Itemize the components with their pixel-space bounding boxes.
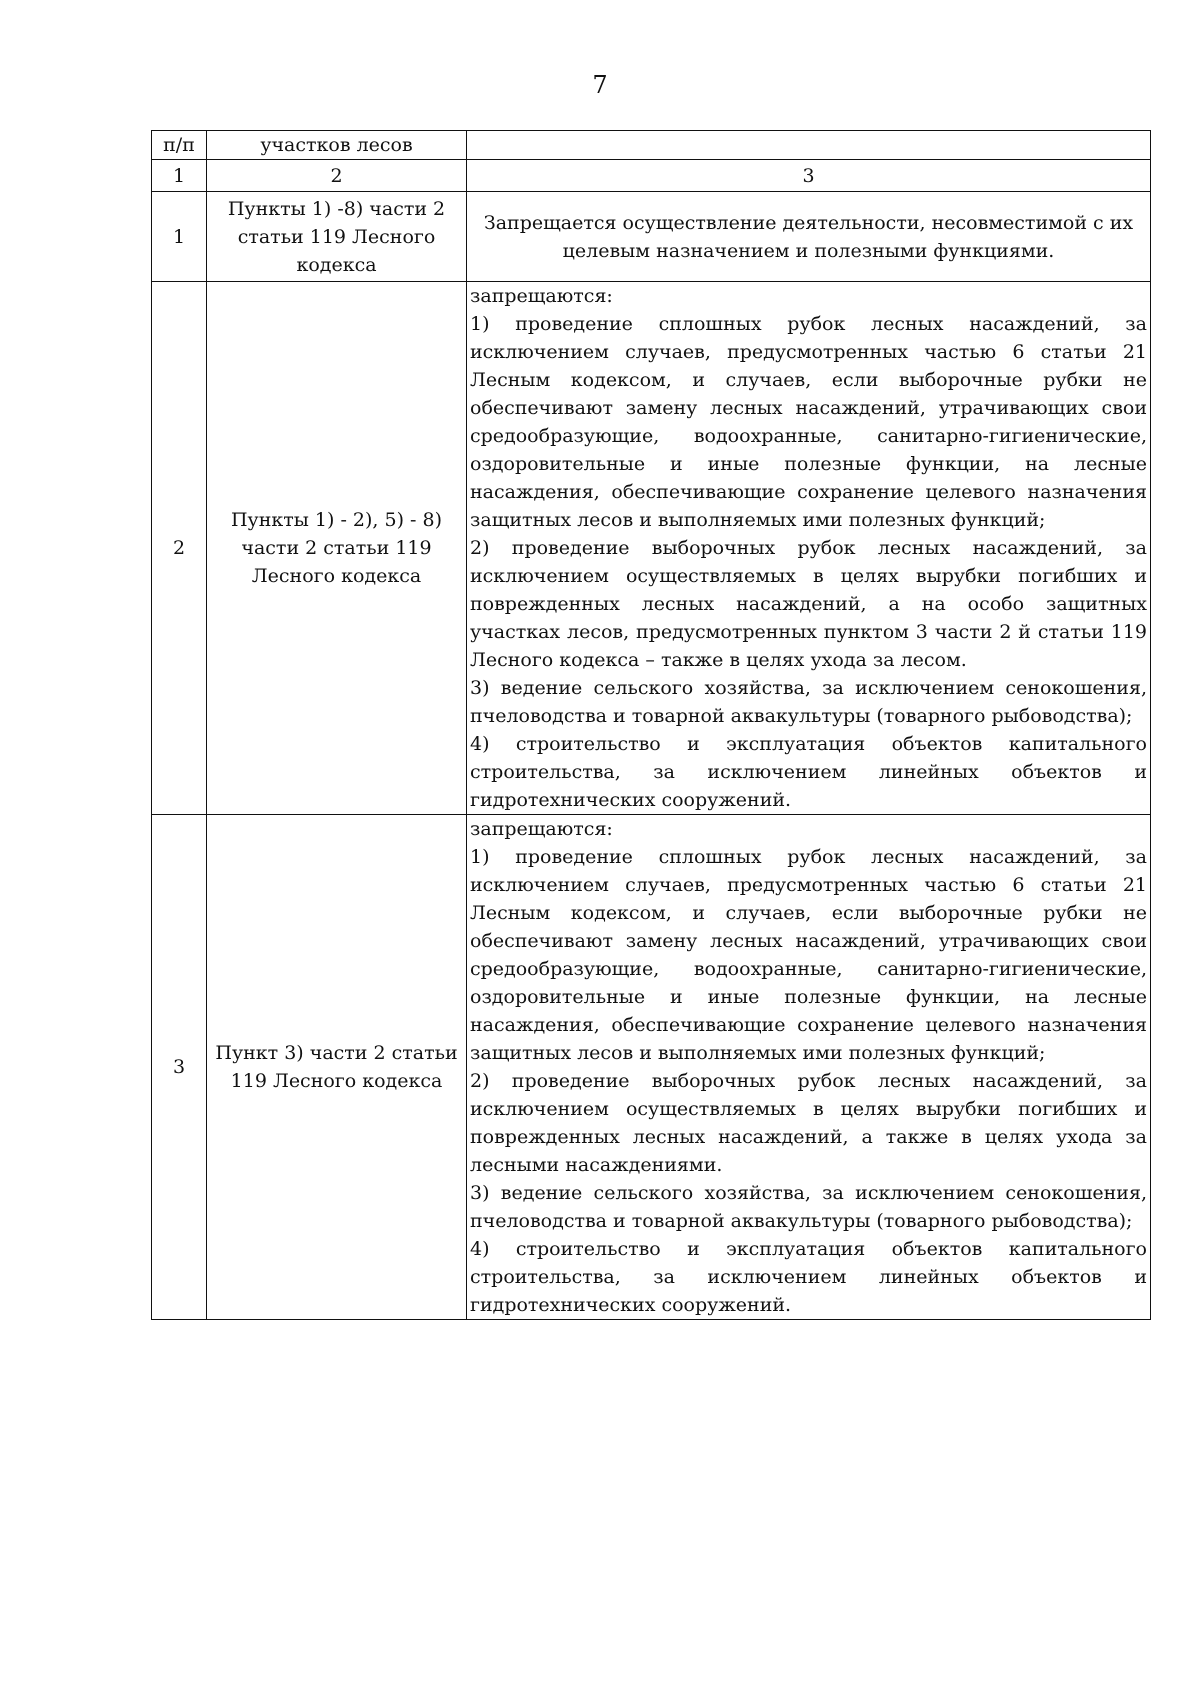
row-category: Пункты 1) -8) части 2 статьи 119 Лесного кодекса <box>207 192 467 282</box>
restriction-paragraph: 1) проведение сплошных рубок лесных насаждений, за исключением случаев, предусмотренных частью 6 статьи 21 Лесным кодексом, и случаев, если выборочные рубки не обеспечивают замену лесных насаждений, утрачивающих свои средообразующие, водоохранные, санитарно-гигиенические, оздоровительные и иные полезные функции, на лесные насаждения, обеспечивающие сохранение целевого назначения защитных лесов и выполняемых ими полезных функций; <box>470 313 1147 531</box>
header-cell-col2: участков лесов <box>207 131 467 160</box>
restrictions-table <box>151 130 1151 1320</box>
restriction-paragraph: 1) проведение сплошных рубок лесных насаждений, за исключением случаев, предусмотренных частью 6 статьи 21 Лесным кодексом, и случаев, если выборочные рубки не обеспечивают замену лесных насаждений, утрачивающих свои средообразующие, водоохранные, санитарно-гигиенические, оздоровительные и иные полезные функции, на лесные насаждения, обеспечивающие сохранение целевого назначения защитных лесов и выполняемых ими полезных функций; <box>470 846 1147 1064</box>
column-number-3: 3 <box>467 160 1151 192</box>
table-row <box>152 192 1151 282</box>
header-cell-col1: п/п <box>152 131 207 160</box>
table-row <box>152 282 1151 815</box>
row-restrictions <box>467 815 1151 1320</box>
restriction-paragraph: 2) проведение выборочных рубок лесных насаждений, за исключением осуществляемых в целях вырубки погибших и поврежденных лесных насаждений, а на особо защитных участках лесов, предусмотренных пунктом 3 части 2 й статьи 119 Лесного кодекса – также в целях ухода за лесом. <box>470 537 1147 671</box>
restriction-paragraph: Запрещается осуществление деятельности, несовместимой с их целевым назначением и полезными функциями. <box>483 211 1134 262</box>
header-cell-col3 <box>467 131 1151 160</box>
row-restrictions <box>467 282 1151 815</box>
column-number-1: 1 <box>152 160 207 192</box>
restriction-paragraph: 2) проведение выборочных рубок лесных насаждений, за исключением осуществляемых в целях вырубки погибших и поврежденных лесных насаждений, а также в целях ухода за лесными насаждениями. <box>470 1070 1147 1176</box>
restriction-paragraph: запрещаются: <box>470 285 613 307</box>
table-header-continuation-row <box>152 131 1151 160</box>
page-number: 7 <box>592 71 608 99</box>
restriction-paragraph: 3) ведение сельского хозяйства, за исключением сенокошения, пчеловодства и товарной аквакультуры (товарного рыбоводства); <box>470 677 1147 727</box>
row-category: Пункт 3) части 2 статьи 119 Лесного кодекса <box>207 815 467 1320</box>
column-number-2: 2 <box>207 160 467 192</box>
restriction-paragraph: 4) строительство и эксплуатация объектов капитального строительства, за исключением линейных объектов и гидротехнических сооружений. <box>470 1238 1147 1316</box>
row-restrictions <box>467 192 1151 282</box>
row-number: 1 <box>152 192 207 282</box>
restriction-paragraph: 3) ведение сельского хозяйства, за исключением сенокошения, пчеловодства и товарной аквакультуры (товарного рыбоводства); <box>470 1182 1147 1232</box>
row-number: 2 <box>152 282 207 815</box>
restriction-paragraph: запрещаются: <box>470 818 613 840</box>
row-category: Пункты 1) - 2), 5) - 8) части 2 статьи 119 Лесного кодекса <box>207 282 467 815</box>
restriction-paragraph: 4) строительство и эксплуатация объектов капитального строительства, за исключением линейных объектов и гидротехнических сооружений. <box>470 733 1147 811</box>
column-numbers-row <box>152 160 1151 192</box>
table-row <box>152 815 1151 1320</box>
row-number: 3 <box>152 815 207 1320</box>
